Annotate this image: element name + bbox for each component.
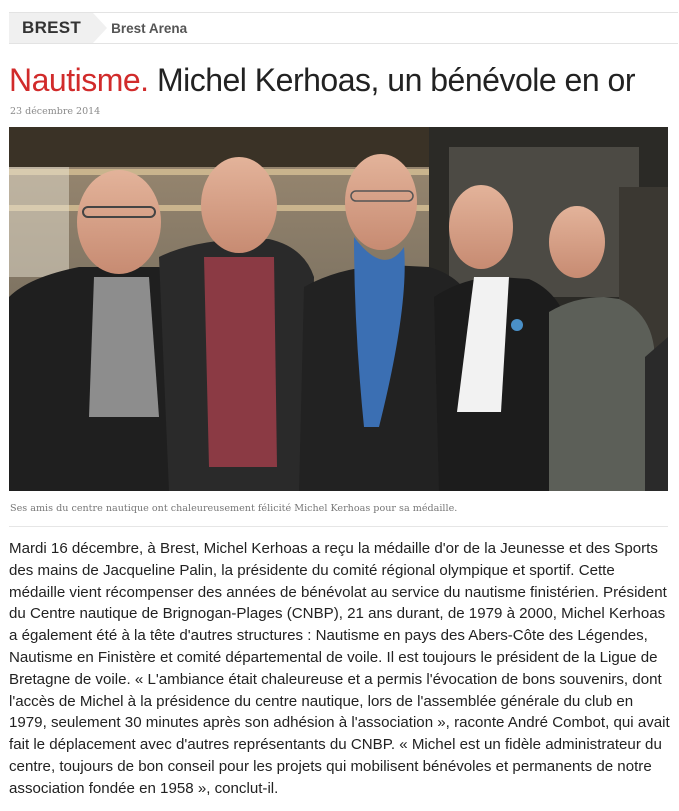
group-photo-illustration — [9, 127, 668, 491]
article-headline — [9, 60, 635, 100]
breadcrumb-city-link[interactable]: BREST — [9, 13, 93, 43]
breadcrumb — [9, 12, 678, 44]
breadcrumb-section-link[interactable]: Brest Arena — [111, 20, 188, 36]
headline-title: Michel Kerhoas, un bénévole en or — [156, 62, 635, 98]
caption-separator — [9, 526, 668, 527]
article-photo[interactable] — [9, 127, 668, 491]
photo-caption: Ses amis du centre nautique ont chaleureusement félicité Michel Kerhoas pour sa médaille. — [10, 503, 458, 514]
headline-kicker: Nautisme. — [9, 62, 149, 98]
article-body: Mardi 16 décembre, à Brest, Michel Kerhoas a reçu la médaille d'or de la Jeunesse et des Sports des mains de Jacqueline Palin, la présidente du comité régional olympique et sportif. Cette médaille vient récompenser des années de bénévolat au service du nautisme finistérien. Président du Centre nautique de Brignogan-Plages (CNBP), 21 ans durant, de 1979 à 2000, Michel Kerhoas a également été à la tête d'autres structures : Nautisme en pays des Abers-Côte des Légendes, Nautisme en Finistère et comité départemental de voile. Il est toujours le président de la Ligue de Bretagne de voile. « L'ambiance était chaleureuse et a permis l'évocation de bons souvenirs, dont l'accès de Michel à la présidence du centre nautique, lors de l'assemblée générale du club en 1979, seulement 30 minutes après son adhésion à l'association », raconte André Combot, qui avait fait le déplacement avec d'autres représentants du CNBP. « Michel est un fidèle administrateur du centre, toujours de bon conseil pour les projets qui mobilisent bénévoles et permanents de notre association fondée en 1958 », conclut-il. — [9, 540, 670, 797]
article-date: 23 décembre 2014 — [10, 106, 101, 117]
